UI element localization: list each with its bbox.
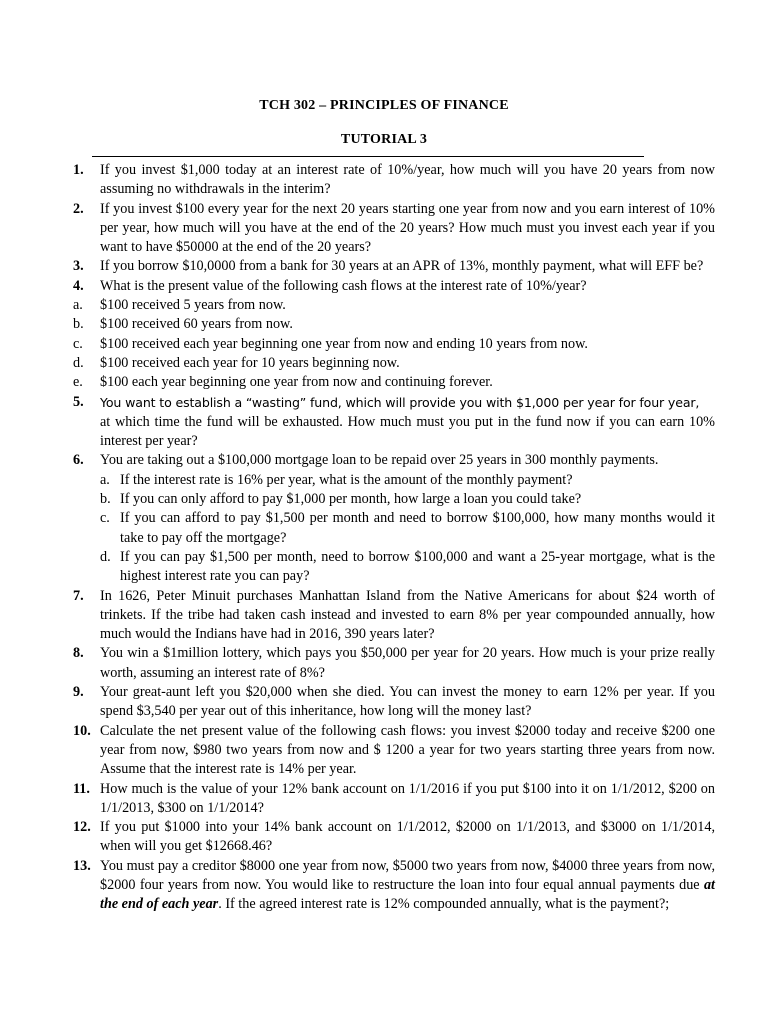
question-text: In 1626, Peter Minuit purchases Manhattan Island from the Native Americans for about $24 worth of trinkets. If the tribe had taken cash instead and invested to earn 8% per year compounded annually, how much would the Indians have had in 2016, 390 years later? bbox=[100, 587, 715, 643]
sub-text: If you can pay $1,500 per month, need to borrow $100,000 and want a 25-year mortgage, what is the highest interest rate you can pay? bbox=[120, 548, 715, 585]
question-6a bbox=[73, 471, 715, 490]
question-text: How much is the value of your 12% bank account on 1/1/2016 if you put $100 into it on 1/1/2012, $200 on 1/1/2013, $300 on 1/1/2014? bbox=[100, 780, 715, 816]
question-number: 2. bbox=[73, 200, 84, 217]
question-number: 7. bbox=[73, 587, 84, 604]
question-text: If you borrow $10,0000 from a bank for 30 years at an APR of 13%, monthly payment, what will EFF be? bbox=[100, 258, 704, 275]
sub-label: a. bbox=[100, 471, 110, 488]
question-text-part-b: . If the agreed interest rate is 12% compounded annually, what is the payment?; bbox=[218, 896, 670, 913]
question-6 bbox=[73, 451, 715, 470]
question-2 bbox=[73, 200, 715, 258]
question-number: 1. bbox=[73, 162, 84, 178]
question-1 bbox=[73, 161, 715, 200]
question-6c bbox=[73, 509, 715, 548]
question-number: 10. bbox=[73, 722, 91, 739]
question-text bbox=[100, 393, 715, 452]
question-number: 11. bbox=[73, 780, 90, 797]
course-title: TCH 302 – PRINCIPLES OF FINANCE bbox=[259, 98, 509, 113]
question-text-part-b: at which time the fund will be exhausted. How much must you put in the fund now if you can earn 10% interest per year? bbox=[100, 413, 715, 450]
sub-label: d. bbox=[73, 354, 84, 371]
question-5 bbox=[73, 393, 715, 452]
sub-text: $100 received 60 years from now. bbox=[100, 316, 293, 333]
question-number: 6. bbox=[73, 452, 84, 469]
question-number: 9. bbox=[73, 684, 84, 701]
question-10 bbox=[73, 722, 715, 780]
question-4e bbox=[73, 373, 715, 392]
question-number: 12. bbox=[73, 819, 91, 836]
question-8 bbox=[73, 644, 715, 683]
question-text: If you invest $1,000 today at an interest rate of 10%/year, how much will you have 20 years from now assuming no withdrawals in the interim? bbox=[100, 162, 715, 198]
question-4a bbox=[73, 296, 715, 315]
sub-text: $100 received each year for 10 years beginning now. bbox=[100, 354, 400, 371]
title-divider bbox=[92, 156, 644, 157]
question-text: Calculate the net present value of the following cash flows: you invest $2000 today and receive $200 one year from now, $980 two years from now and $ 1200 a year for two years starting three years from now. Assume that the interest rate is 14% per year. bbox=[100, 722, 715, 778]
question-number: 5. bbox=[73, 393, 84, 410]
question-text: If you put $1000 into your 14% bank account on 1/1/2012, $2000 on 1/1/2013, and $3000 on 1/1/2014, when will you get $12668.46? bbox=[100, 819, 715, 855]
question-6b bbox=[73, 490, 715, 509]
tutorial-title: TUTORIAL 3 bbox=[340, 132, 428, 147]
sub-text: If the interest rate is 16% per year, what is the amount of the monthly payment? bbox=[120, 471, 573, 488]
question-text-part-a: You must pay a creditor $8000 one year from now, $5000 two years from now, $4000 three years from now, $2000 four years from now. You would like to restructure the loan into four equal annual payments due bbox=[100, 857, 715, 893]
question-text-part-a: You want to establish a “wasting” fund, which will provide you with $1,000 per year for four year, bbox=[100, 394, 700, 410]
question-3 bbox=[73, 257, 715, 276]
question-number: 8. bbox=[73, 645, 84, 662]
question-number: 13. bbox=[73, 857, 91, 874]
question-text bbox=[100, 857, 715, 915]
sub-text: $100 each year beginning one year from now and continuing forever. bbox=[100, 374, 493, 391]
question-text: You are taking out a $100,000 mortgage loan to be repaid over 25 years in 300 monthly payments. bbox=[100, 452, 659, 469]
sub-label: c. bbox=[73, 335, 83, 352]
sub-label: b. bbox=[100, 491, 111, 508]
emphasized-text: at the end of each year bbox=[100, 876, 715, 913]
question-list bbox=[73, 161, 715, 915]
sub-label: c. bbox=[100, 510, 110, 527]
sub-text: If you can afford to pay $1,500 per month and need to borrow $100,000, how many months would it take to pay off the mortgage? bbox=[120, 510, 715, 546]
question-6d bbox=[73, 548, 715, 587]
question-9 bbox=[73, 683, 715, 722]
sub-label: a. bbox=[73, 297, 83, 314]
question-4c bbox=[73, 335, 715, 354]
question-text: You win a $1million lottery, which pays you $50,000 per year for 20 years. How much is your prize really worth, assuming an interest rate of 8%? bbox=[100, 645, 715, 681]
question-4d bbox=[73, 354, 715, 373]
question-4b bbox=[73, 315, 715, 334]
sub-label: d. bbox=[100, 548, 111, 565]
sub-label: e. bbox=[73, 374, 83, 391]
question-12 bbox=[73, 818, 715, 857]
question-text: What is the present value of the following cash flows at the interest rate of 10%/year? bbox=[100, 277, 587, 294]
question-11 bbox=[73, 780, 715, 819]
question-13 bbox=[73, 857, 715, 915]
sub-text: $100 received each year beginning one year from now and ending 10 years from now. bbox=[100, 335, 588, 352]
sub-text: $100 received 5 years from now. bbox=[100, 297, 286, 314]
question-4 bbox=[73, 277, 715, 296]
question-number: 3. bbox=[73, 258, 84, 275]
question-text: Your great-aunt left you $20,000 when she died. You can invest the money to earn 12% per year. If you spend $3,540 per year out of this inheritance, how long will the money last? bbox=[100, 684, 715, 720]
question-number: 4. bbox=[73, 277, 84, 294]
sub-text: If you can only afford to pay $1,000 per month, how large a loan you could take? bbox=[120, 491, 582, 508]
sub-label: b. bbox=[73, 316, 84, 333]
question-7 bbox=[73, 587, 715, 645]
question-text: If you invest $100 every year for the next 20 years starting one year from now and you earn interest of 10% per year, how much will you have at the end of the 20 years? How much must you invest each year if you want to have $50000 at the end of the 20 years? bbox=[100, 200, 715, 256]
